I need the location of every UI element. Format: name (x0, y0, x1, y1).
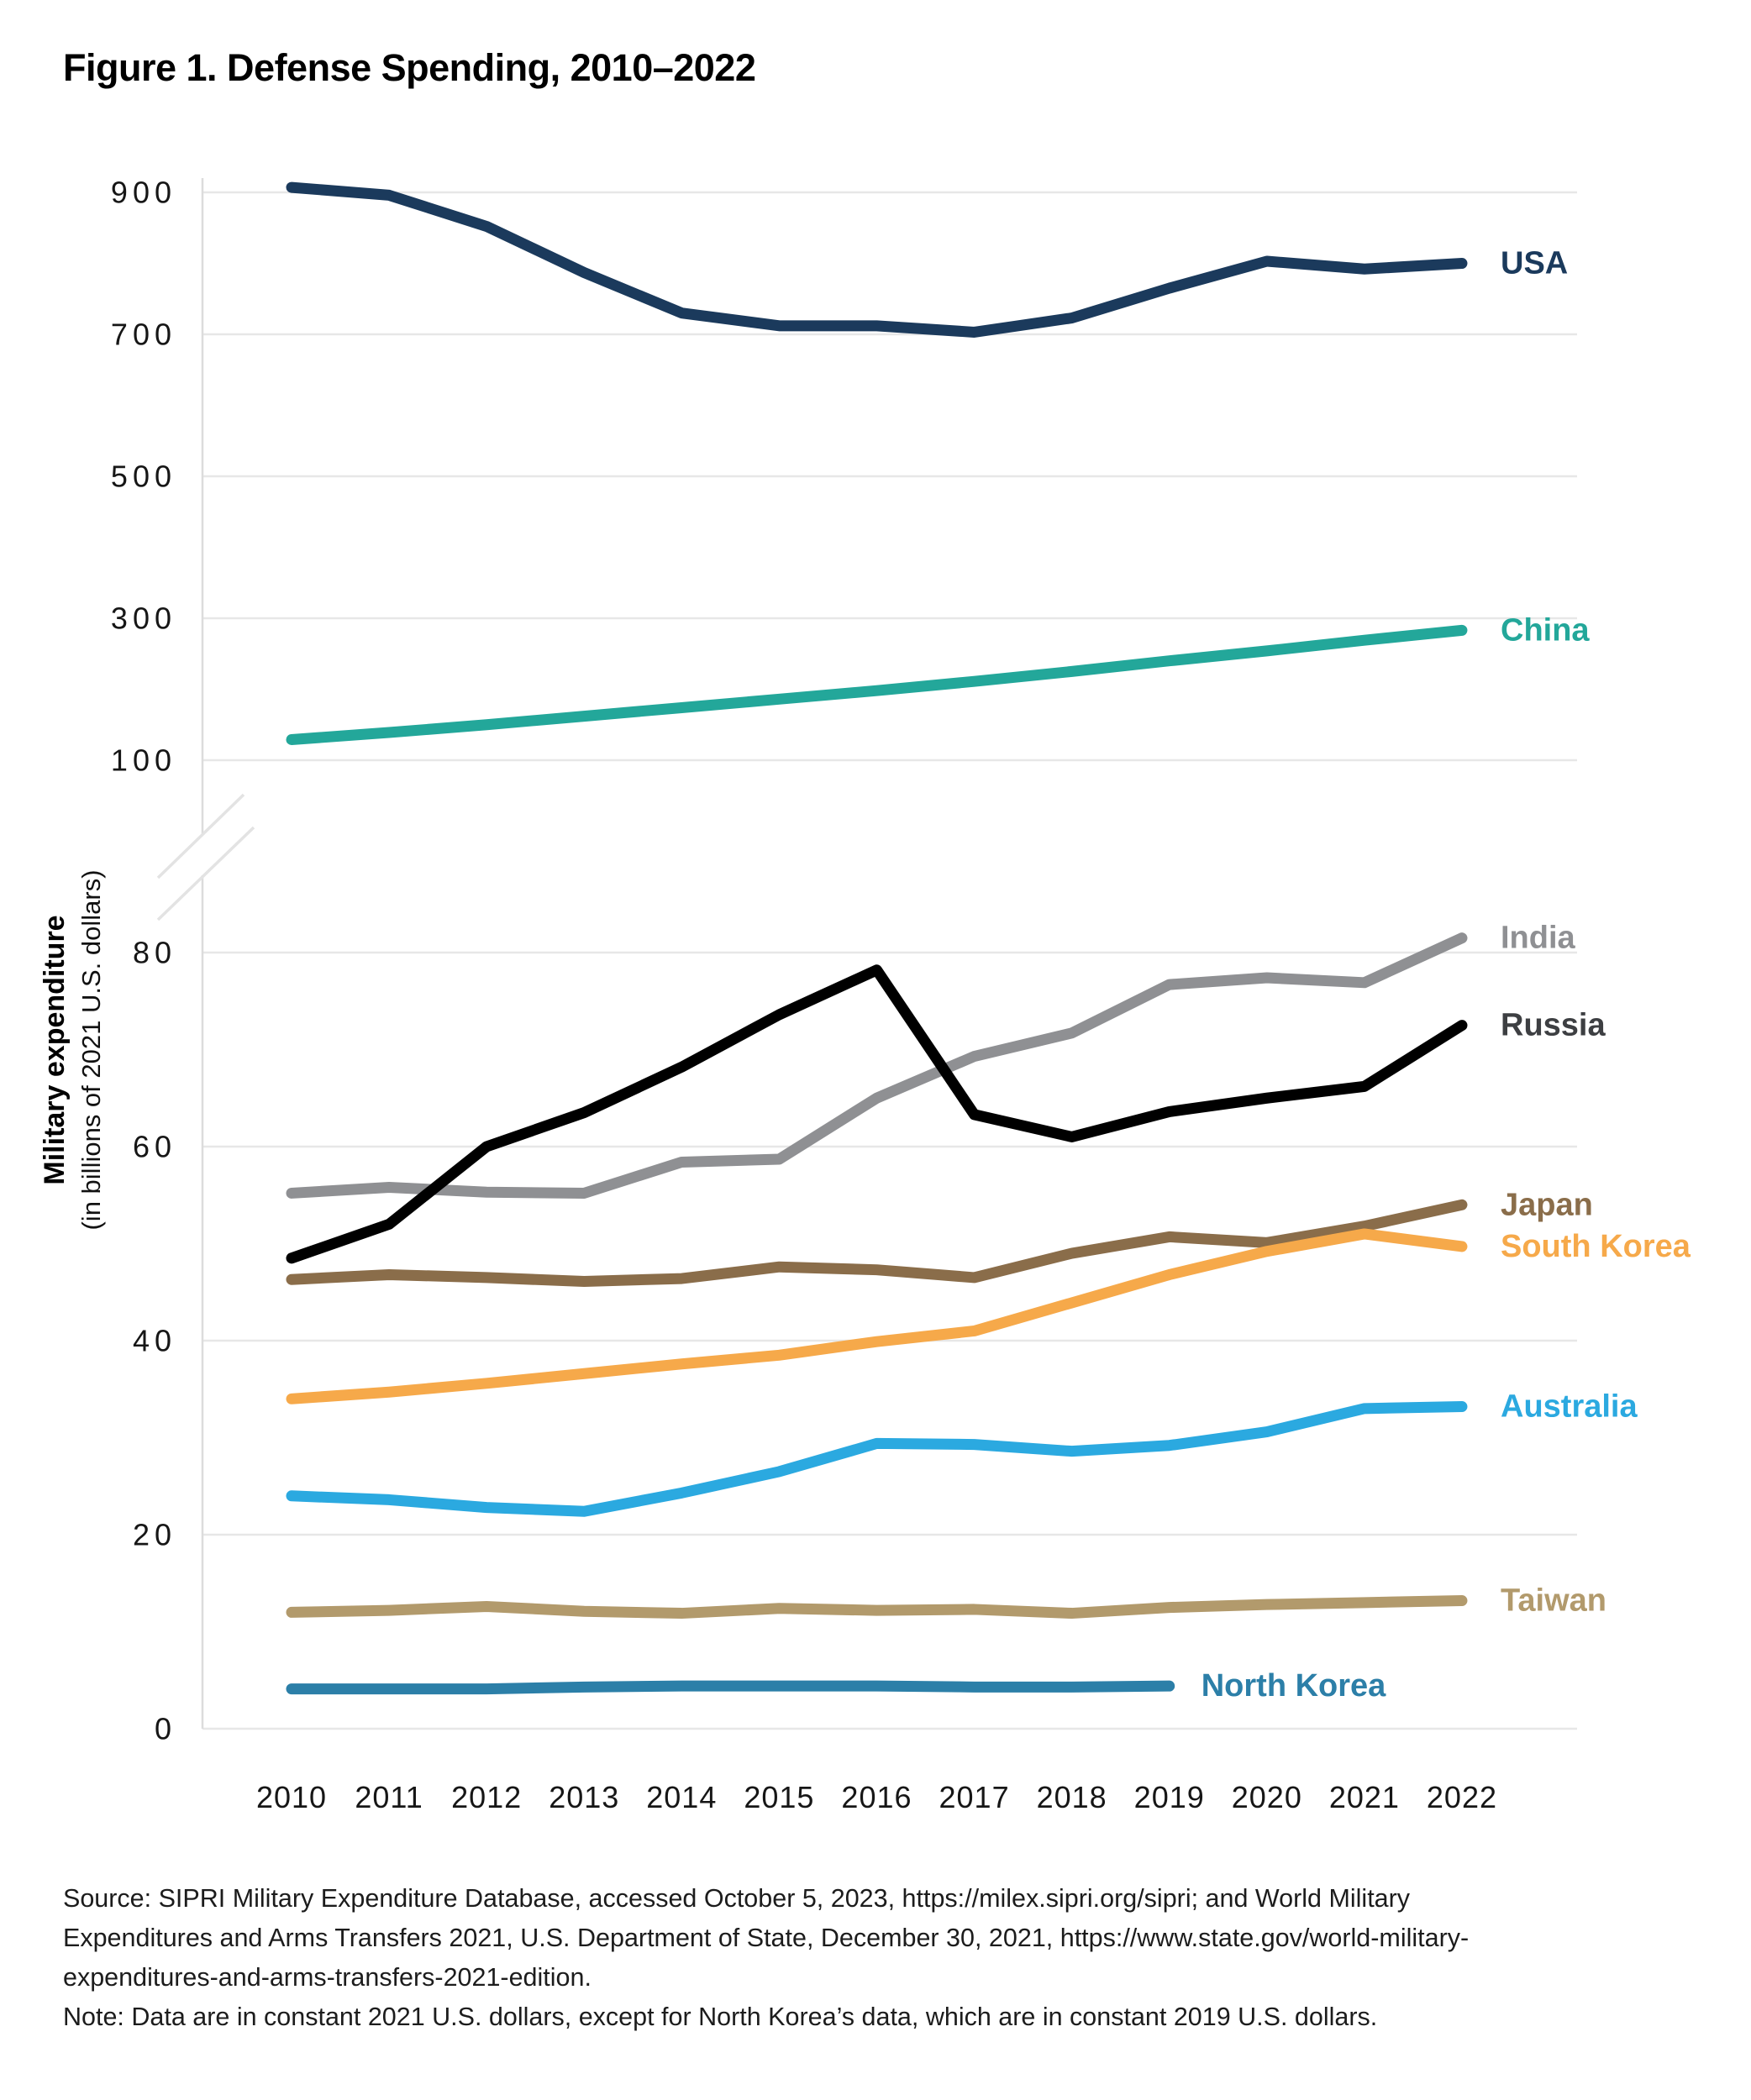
y-axis-subtitle: (in billions of 2021 U.S. dollars) (76, 869, 106, 1231)
axis-break-icon (158, 827, 254, 920)
figure-title: Figure 1. Defense Spending, 2010–2022 (63, 46, 756, 89)
x-tick-label: 2020 (1231, 1780, 1302, 1814)
x-tick-label: 2015 (744, 1780, 815, 1814)
series-line-south-korea (292, 1234, 1462, 1399)
y-tick-label: 700 (110, 317, 176, 352)
source-note (63, 1879, 1727, 2037)
x-tick-label: 2016 (841, 1780, 912, 1814)
y-tick-label: 100 (110, 743, 176, 778)
x-tick-label: 2017 (939, 1780, 1010, 1814)
series-line-usa (292, 187, 1462, 332)
series-label-australia: Australia (1501, 1389, 1638, 1425)
source-line: expenditures-and-arms-transfers-2021-edition. (63, 1963, 592, 1992)
series-label-japan: Japan (1501, 1187, 1593, 1223)
note-line: Note: Data are in constant 2021 U.S. dollars, except for North Korea’s data, which are in constant 2019 U.S. dollars. (63, 2003, 1378, 2031)
y-tick-label: 20 (132, 1517, 176, 1552)
x-tick-label: 2021 (1328, 1780, 1400, 1814)
y-tick-label: 80 (132, 935, 176, 970)
y-axis-title: Military expenditure (39, 915, 71, 1185)
x-tick-label: 2011 (355, 1780, 423, 1814)
series-label-russia: Russia (1501, 1007, 1606, 1043)
series-label-china: China (1501, 612, 1590, 648)
series-line-china (292, 630, 1462, 739)
series-line-north-korea (292, 1686, 1170, 1688)
series-label-taiwan: Taiwan (1501, 1583, 1606, 1619)
plot-area (111, 176, 1691, 1815)
x-tick-label: 2018 (1036, 1780, 1107, 1814)
source-line: Expenditures and Arms Transfers 2021, U.S. Department of State, December 30, 2021, https://www.state.gov/world-military- (63, 1924, 1470, 1952)
series-label-north-korea: North Korea (1201, 1668, 1386, 1704)
series-line-russia (292, 970, 1462, 1258)
x-tick-label: 2014 (646, 1780, 718, 1814)
y-tick-label: 40 (132, 1323, 176, 1358)
y-tick-label: 500 (110, 459, 176, 494)
y-tick-label: 300 (110, 601, 176, 636)
x-tick-label: 2010 (255, 1780, 328, 1814)
x-tick-label: 2022 (1426, 1780, 1498, 1814)
x-tick-label: 2013 (549, 1780, 620, 1814)
source-line: Source: SIPRI Military Expenditure Database, accessed October 5, 2023, https://milex.sipri.org/sipri; and World Military (63, 1884, 1411, 1913)
x-tick-label: 2012 (451, 1780, 523, 1814)
x-tick-label: 2019 (1133, 1780, 1205, 1814)
axis-break-icon (158, 795, 244, 878)
series-label-india: India (1501, 920, 1575, 956)
y-tick-label: 0 (154, 1711, 176, 1746)
series-line-australia (292, 1407, 1462, 1512)
y-tick-label: 900 (110, 175, 176, 210)
series-label-south-korea: South Korea (1501, 1228, 1691, 1264)
series-label-usa: USA (1501, 245, 1569, 281)
y-tick-label: 60 (132, 1129, 176, 1164)
series-line-taiwan (292, 1601, 1462, 1614)
